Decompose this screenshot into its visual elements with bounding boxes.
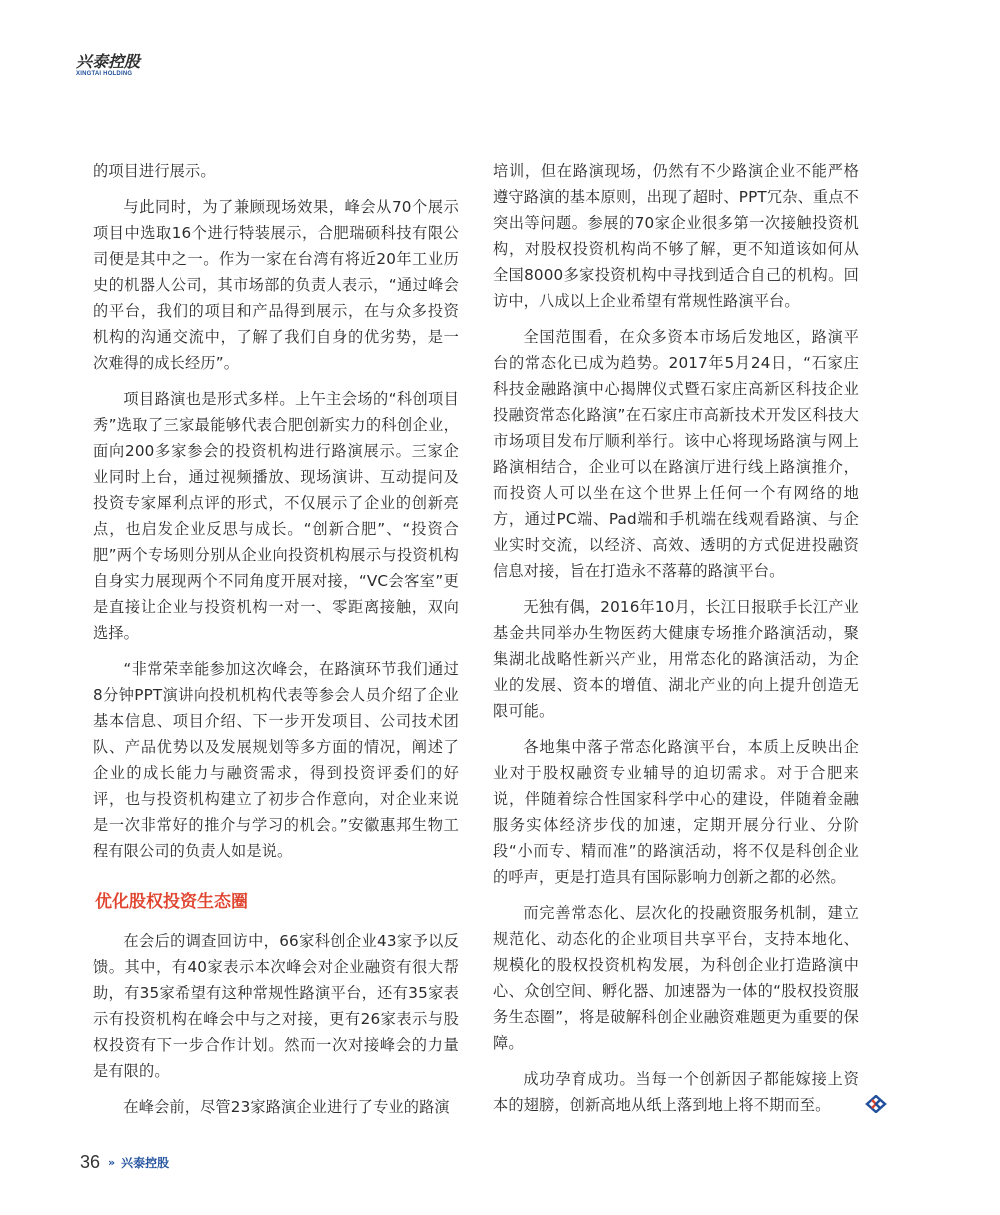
paragraph: 无独有偶，2016年10月，长江日报联手长江产业基金共同举办生物医药大健康专场推介路演活动，聚集湖北战略性新兴产业，用常态化的路演活动，为企业的发展、资本的增值、湖北产业的向上提升创造无限可能。	[493, 598, 859, 720]
final-paragraph-text: 成功孕育成功。当每一个创新因子都能嫁接上资本的翅膀，创新高地从纸上落到地上将不期而至。	[493, 1070, 859, 1114]
paragraph: 各地集中落子常态化路演平台，本质上反映出企业对于股权融资专业辅导的迫切需求。对于合肥来说，伴随着综合性国家科学中心的建设，伴随着金融服务实体经济步伐的加速，定期开展分行业、分阶段“小而专、精而准”的路演活动，将不仅是科创企业的呼声，更是打造具有国际影响力创新之都的必然。	[493, 738, 859, 886]
paragraph: 而完善常态化、层次化的投融资服务机制，建立规范化、动态化的企业项目共享平台，支持本地化、规模化的股权投资机构发展，为科创企业打造路演中心、众创空间、孵化器、加速器为一体的“股权投资服务生态圈”，将是破解科创企业融资难题更为重要的保障。	[493, 904, 859, 1052]
paragraph: “非常荣幸能参加这次峰会，在路演环节我们通过8分钟PPT演讲向投机机构代表等参会人员介绍了企业基本信息、项目介绍、下一步开发项目、公司技术团队、产品优势以及发展规划等多方面的情况，阐述了企业的成长能力与融资需求，得到投资评委们的好评，也与投资机构建立了初步合作意向，对企业来说是一次非常好的推介与学习的机会。”安徽惠邦生物工程有限公司的负责人如是说。	[93, 660, 459, 860]
section-heading: 优化股权投资生态圈	[95, 892, 248, 912]
double-chevron-icon: »	[108, 1156, 116, 1169]
paragraph: 项目路演也是形式多样。上午主会场的“科创项目秀”选取了三家最能够代表合肥创新实力的科创企业，面向200多家参会的投资机构进行路演展示。三家企业同时上台，通过视频播放、现场演讲、互动提问及投资专家犀利点评的形式，不仅展示了企业的创新亮点，也启发企业反思与成长。“创新合肥”、“投资合肥”两个专场则分别从企业向投资机构展示与投资机构自身实力展现两个不同角度开展对接，“VC会客室”更是直接让企业与投资机构一对一、零距离接触，双向选择。	[93, 390, 459, 642]
paragraph: 全国范围看，在众多资本市场后发地区，路演平台的常态化已成为趋势。2017年5月24日，“石家庄科技金融路演中心揭牌仪式暨石家庄高新区科技企业投融资常态化路演”在石家庄市高新技术开发区科技大市场项目发布厅顺利举行。该中心将现场路演与网上路演相结合，企业可以在路演厅进行线上路演推介，而投资人可以坐在这个世界上任何一个有网络的地方，通过PC端、Pad端和手机端在线观看路演、与企业实时交流，以经济、高效、透明的方式促进投融资信息对接，旨在打造永不落幕的路演平台。	[493, 328, 859, 580]
footer-brand: 兴泰控股	[121, 1156, 170, 1170]
end-mark-icon	[834, 1095, 856, 1113]
right-column	[493, 158, 859, 1128]
page-footer	[80, 1152, 169, 1173]
paragraph: 在会后的调查回访中，66家科创企业43家予以反馈。其中，有40家表示本次峰会对企业融资有很大帮助，有35家希望有这种常规性路演平台，还有35家表示有投资机构在峰会中与之对接，更有26家表示与股权投资有下一步合作计划。然而一次对接峰会的力量是有限的。	[93, 932, 459, 1080]
paragraph: 培训，但在路演现场，仍然有不少路演企业不能严格遵守路演的基本原则，出现了超时、PPT冗杂、重点不突出等问题。参展的70家企业很多第一次接触投资机构，对股权投资机构尚不够了解，更不知道该如何从全国8000多家投资机构中寻找到适合自己的机构。回访中，八成以上企业希望有常规性路演平台。	[493, 162, 859, 310]
paragraph: 在峰会前，尽管23家路演企业进行了专业的路演	[123, 1098, 450, 1116]
paragraph: 与此同时，为了兼顾现场效果，峰会从70个展示项目中选取16个进行特装展示，合肥瑞硕科技有限公司便是其中之一。作为一家在台湾有将近20年工业历史的机器人公司，其市场部的负责人表示，“通过峰会的平台，我们的项目和产品得到展示，在与众多投资机构的沟通交流中，了解了我们自身的优劣势，是一次难得的成长经历”。	[93, 198, 459, 372]
paragraph-final	[493, 1066, 859, 1118]
paragraph: 的项目进行展示。	[93, 162, 216, 180]
page-number: 36	[80, 1152, 101, 1172]
logo-english-name: XINGTAI HOLDING	[76, 71, 133, 77]
logo-chinese-name: 兴泰控股	[76, 52, 141, 71]
brand-logo	[76, 54, 140, 77]
left-column	[93, 158, 459, 1130]
